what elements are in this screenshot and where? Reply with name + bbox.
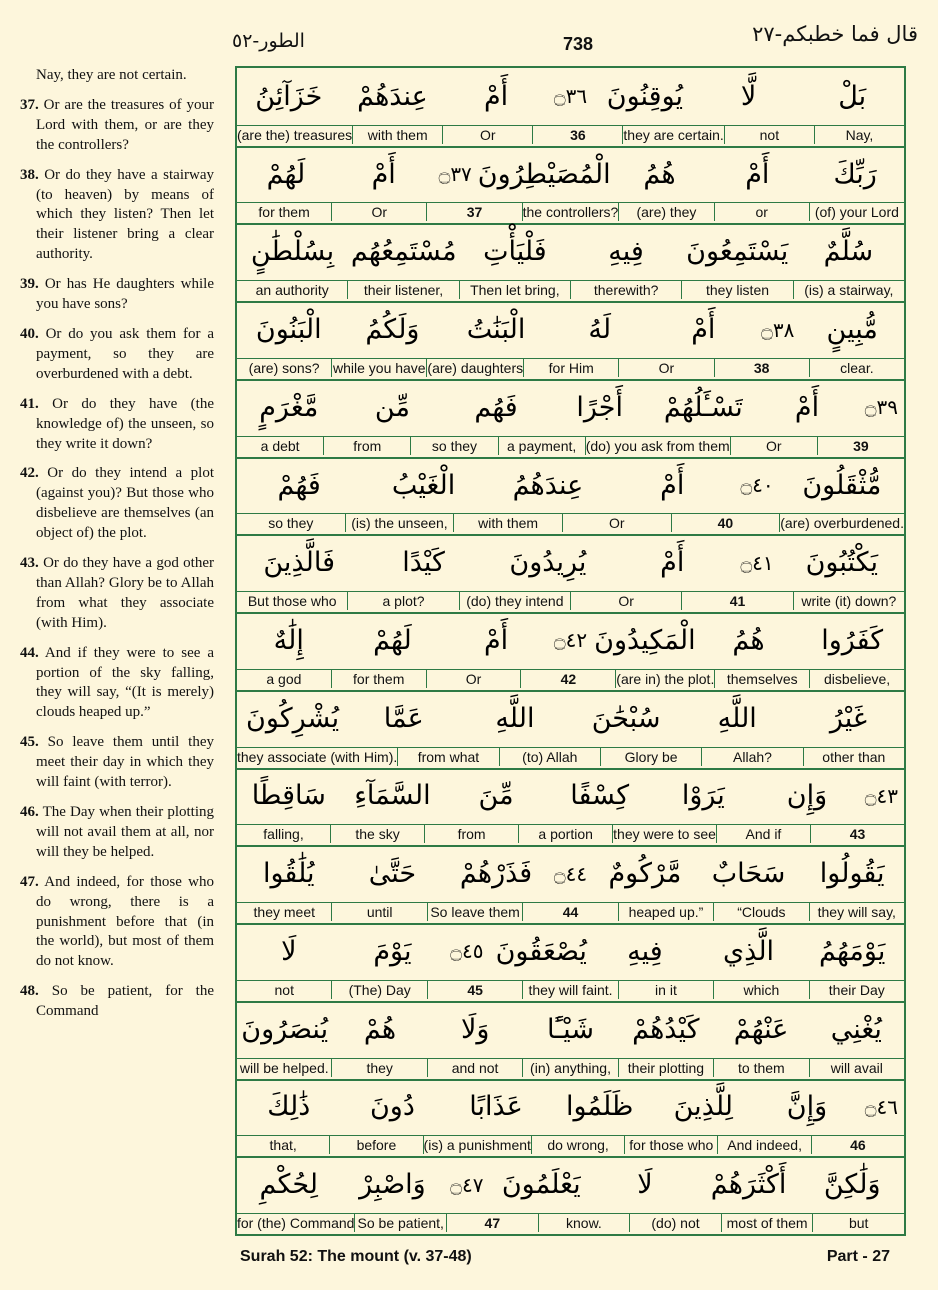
gloss-verse-number: 39 xyxy=(817,437,904,455)
arabic-line xyxy=(237,534,904,592)
gloss-word: Glory be xyxy=(600,748,701,766)
gloss-word: Or xyxy=(331,203,426,221)
gloss-word: to them xyxy=(713,1059,808,1077)
grid-row xyxy=(237,1079,904,1159)
gloss-word: (are in) the plot. xyxy=(616,670,715,687)
verse-text: The Day when their plotting will not avail them at all, nor will they be helped. xyxy=(36,804,214,860)
ayah-marker: ۝٤١ xyxy=(740,550,774,575)
arabic-word: غَيْرُ xyxy=(829,702,867,734)
arabic-word: لَا xyxy=(637,1169,653,1201)
arabic-word: وَإِنَّ xyxy=(786,1091,828,1123)
arabic-word: كَيْدُهُمْ xyxy=(632,1013,700,1045)
arabic-word: ظَلَمُوا xyxy=(565,1091,634,1123)
translation-verse xyxy=(20,66,214,86)
arabic-word: أَمْ xyxy=(660,547,685,579)
gloss-word: for them xyxy=(331,670,426,688)
arabic-line xyxy=(237,301,904,359)
gloss-word: (is) a stairway, xyxy=(793,281,904,299)
grid-row xyxy=(237,68,904,148)
translation-verse xyxy=(20,803,214,863)
arabic-line xyxy=(237,690,904,748)
verse-text: So be patient, for the Command xyxy=(36,983,215,1020)
arabic-word: يَكْتُبُونَ xyxy=(805,547,879,579)
gloss-word: not xyxy=(274,981,294,998)
gloss-word: So be patient, xyxy=(354,1214,446,1232)
grid-row xyxy=(237,690,904,770)
arabic-line xyxy=(237,68,904,126)
gloss-word: from xyxy=(424,825,518,843)
arabic-line xyxy=(237,1079,904,1137)
gloss-word: (are) they xyxy=(618,203,713,221)
arabic-word: يُغْنِي xyxy=(830,1013,882,1045)
grid-row xyxy=(237,845,904,925)
gloss-verse-number: 37 xyxy=(426,203,521,221)
verse-text: Nay, they are not certain. xyxy=(36,67,187,83)
gloss-word: while you have xyxy=(332,359,426,376)
translation-verse xyxy=(20,644,214,724)
gloss-word: until xyxy=(331,903,426,921)
gloss-word: they meet xyxy=(253,904,315,921)
arabic-word: تَسْـَٔلُهُمْ xyxy=(663,391,743,423)
gloss-word: their plotting xyxy=(618,1059,713,1077)
arabic-word: مُّبِينٍ xyxy=(826,314,878,346)
page-footer xyxy=(240,1248,890,1266)
arabic-word: يُلَٰقُوا xyxy=(262,858,315,890)
arabic-word: هُمُ xyxy=(643,158,676,190)
gloss-word: they listen xyxy=(681,281,792,299)
arabic-word: مَّرْكُومٌ xyxy=(608,858,682,890)
grid-row xyxy=(237,457,904,537)
arabic-word: اللَّهِ xyxy=(495,702,535,734)
verse-text: Or do you ask them for a payment, so they are overburdened with a debt. xyxy=(36,325,214,382)
arabic-word: سَحَابٌ xyxy=(711,858,786,890)
gloss-line xyxy=(237,126,904,144)
gloss-word: know. xyxy=(538,1214,630,1232)
gloss-word: write (it) down? xyxy=(793,592,904,610)
gloss-word: clear. xyxy=(809,359,904,377)
gloss-word: a debt xyxy=(260,437,300,454)
gloss-word: (are) sons? xyxy=(248,359,320,376)
arabic-word: الْمُصَيْطِرُونَ xyxy=(477,158,611,190)
arabic-word: فَلْيَأْتِ xyxy=(483,236,547,268)
gloss-word: (are the) treasures xyxy=(236,126,353,143)
gloss-line xyxy=(237,748,904,766)
arabic-word: بَلْ xyxy=(838,80,867,112)
arabic-word: يَرَوْا xyxy=(681,780,725,812)
gloss-verse-number: 43 xyxy=(810,825,904,843)
gloss-word: heaped up.” xyxy=(618,903,713,921)
arabic-line xyxy=(237,923,904,981)
translation-verse xyxy=(20,275,214,315)
arabic-word: أَمْ xyxy=(745,158,770,190)
arabic-line xyxy=(237,379,904,437)
translation-verse xyxy=(20,733,214,793)
arabic-word: خَزَآئِنُ xyxy=(255,80,323,112)
gloss-word: falling, xyxy=(263,826,304,843)
gloss-word: they xyxy=(331,1059,426,1077)
gloss-verse-number: 40 xyxy=(671,514,780,532)
gloss-word: before xyxy=(329,1136,422,1154)
gloss-word: for those who xyxy=(624,1136,717,1154)
arabic-word: أَمْ xyxy=(483,624,509,656)
gloss-word: But those who xyxy=(247,593,337,610)
verse-text: Or do they have a god other than Allah? Glory be to Allah from what they associate (with Him). xyxy=(36,555,214,631)
grid-row xyxy=(237,768,904,848)
arabic-line xyxy=(237,457,904,515)
gloss-word: with them xyxy=(352,126,442,144)
gloss-word: so they xyxy=(410,437,497,455)
arabic-word: يَسْتَمِعُونَ xyxy=(686,236,789,268)
grid-row xyxy=(237,923,904,1003)
arabic-word: وَلَا xyxy=(461,1013,490,1045)
gloss-word: Or xyxy=(562,514,671,532)
arabic-word: الْمَكِيدُونَ xyxy=(594,624,696,656)
verse-text: Or do they have a stairway (to heaven) by means of which they listen? Then let their listener bring a clear authority. xyxy=(36,166,214,263)
gloss-word: a plot? xyxy=(347,592,458,610)
gloss-word: Or xyxy=(618,359,713,377)
gloss-word: with them xyxy=(453,514,562,532)
gloss-word: (do) they intend xyxy=(459,592,570,610)
gloss-verse-number: 45 xyxy=(427,981,522,999)
arabic-word: فِيهِ xyxy=(608,236,644,268)
verse-number: 38. xyxy=(20,166,39,183)
gloss-word: they will faint. xyxy=(522,981,617,999)
arabic-word: الْغَيْبُ xyxy=(391,469,456,501)
gloss-word: So leave them xyxy=(427,903,522,921)
ayah-marker: ۝٤٧ xyxy=(450,1172,484,1197)
gloss-word: (to) Allah xyxy=(499,748,600,766)
gloss-word: a portion xyxy=(518,825,612,843)
ayah-marker: ۝٣٦ xyxy=(553,84,588,109)
gloss-word: (The) Day xyxy=(331,981,426,999)
arabic-word: لَا xyxy=(281,935,297,967)
translation-verse xyxy=(20,325,214,385)
grid-row xyxy=(237,1001,904,1081)
grid-row xyxy=(237,1156,904,1234)
translation-column xyxy=(20,66,214,1032)
verse-text: And indeed, for those who do wrong, there is a punishment before that (in the world), but most of them do not know. xyxy=(36,873,214,970)
translation-verse xyxy=(20,554,214,634)
surah-title: Surah 52: The mount (v. 37-48) xyxy=(240,1248,472,1265)
arabic-line xyxy=(237,1156,904,1214)
arabic-word: وَاصْبِرْ xyxy=(359,1169,426,1201)
gloss-word: for (the) Command xyxy=(236,1214,355,1231)
gloss-word: And indeed, xyxy=(717,1136,810,1154)
arabic-word: السَّمَآءِ xyxy=(354,780,431,812)
verse-number: 37. xyxy=(20,96,39,113)
gloss-line xyxy=(237,437,904,455)
arabic-word: عِندَهُمُ xyxy=(512,469,584,501)
gloss-verse-number: 41 xyxy=(681,592,792,610)
gloss-word: Or xyxy=(570,592,681,610)
arabic-word: هُمُ xyxy=(732,624,765,656)
translation-verse xyxy=(20,982,214,1022)
gloss-word: a payment, xyxy=(498,437,585,455)
ayah-marker: ۝٣٨ xyxy=(761,317,795,342)
gloss-line xyxy=(237,359,904,377)
arabic-word: الَّذِي xyxy=(723,935,775,967)
arabic-word: فَهُمْ xyxy=(277,469,321,501)
arabic-word: لِحُكْمِ xyxy=(259,1169,319,1201)
gloss-verse-number: 38 xyxy=(714,359,809,377)
arabic-word: لِلَّذِينَ xyxy=(673,1091,734,1123)
arabic-word: يُوقِنُونَ xyxy=(606,80,684,112)
arabic-word: سَاقِطًا xyxy=(251,780,326,812)
arabic-word: أَمْ xyxy=(660,469,685,501)
gloss-word: from what xyxy=(397,748,498,766)
arabic-line xyxy=(237,223,904,281)
grid-row xyxy=(237,223,904,303)
gloss-word: they will say, xyxy=(809,903,904,921)
gloss-word: other than xyxy=(803,748,904,766)
arabic-word: أَمْ xyxy=(794,391,820,423)
gloss-word: (of) your Lord xyxy=(809,203,904,221)
arabic-word: مُسْتَمِعُهُم xyxy=(350,236,457,268)
arabic-word: وَلَٰكِنَّ xyxy=(823,1169,881,1201)
gloss-word: but xyxy=(812,1214,904,1232)
grid-row xyxy=(237,612,904,692)
gloss-word: (is) the unseen, xyxy=(345,514,454,532)
gloss-verse-number: 44 xyxy=(522,903,617,921)
arabic-line xyxy=(237,1001,904,1059)
ayah-marker: ۝٣٧ xyxy=(438,162,472,187)
gloss-word: or xyxy=(714,203,809,221)
arabic-word: عَنْهُمْ xyxy=(733,1013,789,1045)
gloss-line xyxy=(237,281,904,299)
page-number: 738 xyxy=(563,34,594,54)
arabic-word: أَكْثَرَهُمْ xyxy=(710,1169,787,1201)
gloss-word: therewith? xyxy=(570,281,681,299)
verse-number: 39. xyxy=(20,276,39,293)
arabic-word: يُصْعَقُونَ xyxy=(495,935,587,967)
gloss-word: and not xyxy=(427,1059,522,1077)
gloss-verse-number: 36 xyxy=(532,126,622,144)
gloss-word: Or xyxy=(426,670,521,688)
grid-row xyxy=(237,146,904,226)
gloss-verse-number: 47 xyxy=(446,1214,538,1232)
arabic-word: سُبْحَٰنَ xyxy=(591,702,661,734)
verse-number: 42. xyxy=(20,465,39,482)
gloss-word: (are) overburdened. xyxy=(780,515,904,532)
verse-text: And if they were to see a portion of the sky falling, they will say, “(It is merely) clouds heaped up.” xyxy=(36,644,214,721)
arabic-line xyxy=(237,612,904,670)
arabic-word: سُلَّمٌ xyxy=(823,236,874,268)
translation-verse xyxy=(20,464,214,544)
gloss-word: they are certain. xyxy=(623,126,724,143)
ayah-marker: ۝٣٩ xyxy=(864,395,898,420)
grid-row xyxy=(237,534,904,614)
verse-text: So leave them until they meet their day in which they will faint (with terror). xyxy=(36,734,214,791)
gloss-word: the controllers? xyxy=(522,204,619,221)
gloss-word: (is) a punishment xyxy=(423,1137,531,1154)
arabic-word: عَذَابًا xyxy=(469,1091,523,1123)
arabic-word: يَقُولُوا xyxy=(819,858,885,890)
arabic-word: دُونَ xyxy=(369,1091,415,1123)
verse-text: Or are the treasures of your Lord with them, or are they the controllers? xyxy=(36,96,215,153)
arabic-word: وَلَكُمُ xyxy=(365,314,420,346)
verse-number: 47. xyxy=(20,873,39,890)
part-label: Part - 27 xyxy=(826,1248,890,1265)
gloss-word: not xyxy=(724,126,814,144)
verse-number: 46. xyxy=(20,804,39,820)
arabic-word: يَوْمَهُمُ xyxy=(819,935,886,967)
gloss-word: disbelieve, xyxy=(809,670,904,688)
gloss-word: most of them xyxy=(721,1214,813,1232)
grid-row xyxy=(237,301,904,381)
gloss-word: they were to see xyxy=(613,826,716,843)
verse-text: Or do they have (the knowledge of) the unseen, so they write it down? xyxy=(36,395,214,452)
gloss-word: for them xyxy=(258,204,310,221)
gloss-word: (do) not xyxy=(629,1214,721,1232)
ayah-marker: ۝٤٠ xyxy=(740,473,774,498)
verse-number: 45. xyxy=(20,734,39,751)
surah-name-ar: الطور-٥٢ xyxy=(232,30,305,52)
arabic-word: رَبِّكَ xyxy=(833,158,877,190)
arabic-word: مُّثْقَلُونَ xyxy=(802,469,882,501)
gloss-line xyxy=(237,1059,904,1077)
gloss-word: an authority xyxy=(255,282,329,299)
arabic-word: لَهُمْ xyxy=(373,624,412,656)
translation-verse xyxy=(20,96,214,156)
arabic-word: كِسْفًا xyxy=(570,780,630,812)
gloss-word: Allah? xyxy=(701,748,802,766)
page-header xyxy=(0,0,938,62)
word-by-word-grid xyxy=(235,66,906,1236)
gloss-word: “Clouds xyxy=(713,903,808,921)
arabic-word: عِندَهُمْ xyxy=(357,80,428,112)
arabic-word: الْبَنُونَ xyxy=(255,314,322,346)
arabic-word: اللَّهِ xyxy=(717,702,757,734)
arabic-word: الْبَنَٰتُ xyxy=(466,314,526,346)
gloss-line xyxy=(237,670,904,688)
gloss-line xyxy=(237,1136,904,1154)
gloss-word: Or xyxy=(730,437,817,455)
arabic-word: مِّنَ xyxy=(478,780,514,812)
arabic-word: فِيهِ xyxy=(627,935,663,967)
verse-number: 48. xyxy=(20,983,39,1000)
arabic-word: شَيْـًٔا xyxy=(547,1013,594,1045)
arabic-word: كَيْدًا xyxy=(402,547,445,579)
arabic-word: فَالَّذِينَ xyxy=(263,547,335,579)
gloss-word: Or xyxy=(442,126,532,144)
gloss-word: will avail xyxy=(809,1059,904,1077)
arabic-word: بِسُلْطَٰنٍ xyxy=(250,236,335,268)
translation-verse xyxy=(20,166,214,266)
arabic-word: فَهُم xyxy=(474,391,518,423)
translation-verse xyxy=(20,873,214,973)
gloss-word: themselves xyxy=(714,670,809,688)
gloss-line xyxy=(237,903,904,921)
grid-row xyxy=(237,379,904,459)
verse-text: Or do they intend a plot (against you)? But those who disbelieve are themselves (an object of) the plot. xyxy=(36,465,215,542)
gloss-word: which xyxy=(713,981,808,999)
ayah-marker: ۝٤٢ xyxy=(553,628,588,653)
arabic-word: وَإِن xyxy=(786,780,828,812)
arabic-word: أَمْ xyxy=(691,314,716,346)
verse-text: Or has He daughters while you have sons? xyxy=(36,276,214,313)
gloss-verse-number: 46 xyxy=(811,1136,904,1154)
gloss-verse-number: 42 xyxy=(520,670,615,688)
ayah-marker: ۝٤٤ xyxy=(553,861,588,886)
arabic-word: عَمَّا xyxy=(383,702,424,734)
gloss-word: their listener, xyxy=(347,281,458,299)
gloss-word: the sky xyxy=(330,825,424,843)
gloss-word: their Day xyxy=(809,981,904,999)
translation-verse xyxy=(20,395,214,455)
gloss-word: a god xyxy=(266,670,302,687)
arabic-word: ذَٰلِكَ xyxy=(267,1091,311,1123)
arabic-word: أَمْ xyxy=(371,158,396,190)
gloss-word: Nay, xyxy=(814,126,904,144)
arabic-word: يَوْمَ xyxy=(373,935,412,967)
arabic-word: كَفَرُوا xyxy=(821,624,884,656)
gloss-word: (do) you ask from them xyxy=(585,437,730,454)
arabic-word: يُنصَرُونَ xyxy=(241,1013,329,1045)
arabic-word: أَجْرًا xyxy=(576,391,623,423)
verse-number: 40. xyxy=(20,325,39,342)
arabic-word: أَمْ xyxy=(483,80,509,112)
arabic-line xyxy=(237,768,904,826)
arabic-word: لَهُ xyxy=(588,314,612,346)
ayah-marker: ۝٤٦ xyxy=(864,1094,898,1119)
arabic-word: هُمْ xyxy=(363,1013,397,1045)
verse-number: 43. xyxy=(20,555,39,572)
gloss-word: will be helped. xyxy=(239,1059,329,1076)
gloss-word: (are) daughters xyxy=(427,359,524,376)
gloss-line xyxy=(237,514,904,532)
gloss-line xyxy=(237,1214,904,1232)
gloss-line xyxy=(237,592,904,610)
arabic-word: يُرِيدُونَ xyxy=(509,547,587,579)
verse-number: 41. xyxy=(20,395,39,412)
gloss-word: Then let bring, xyxy=(459,281,570,299)
arabic-line xyxy=(237,146,904,204)
verse-number: 44. xyxy=(20,644,39,661)
arabic-word: مِّن xyxy=(374,391,410,423)
gloss-line xyxy=(237,203,904,221)
gloss-word: And if xyxy=(716,825,810,843)
gloss-word: from xyxy=(323,437,410,455)
arabic-word: إِلَٰهٌ xyxy=(273,624,304,656)
gloss-word: so they xyxy=(268,515,314,532)
arabic-word: لَهُمْ xyxy=(266,158,306,190)
arabic-word: يُشْرِكُونَ xyxy=(245,702,340,734)
ayah-marker: ۝٤٥ xyxy=(450,939,484,964)
arabic-word: يَعْلَمُونَ xyxy=(501,1169,581,1201)
gloss-word: that, xyxy=(269,1137,297,1154)
gloss-line xyxy=(237,981,904,999)
gloss-word: in it xyxy=(618,981,713,999)
ayah-marker: ۝٤٣ xyxy=(864,783,898,808)
gloss-word: for Him xyxy=(523,359,618,377)
juz-name-ar: قال فما خطبكم-٢٧ xyxy=(752,22,918,46)
gloss-word: they associate (with Him). xyxy=(237,748,398,765)
gloss-word: do wrong, xyxy=(531,1136,624,1154)
arabic-word: لَّا xyxy=(740,80,757,112)
arabic-word: حَتَّىٰ xyxy=(368,858,417,890)
gloss-line xyxy=(237,825,904,843)
arabic-word: مَّغْرَمٍ xyxy=(259,391,319,423)
gloss-word: (in) anything, xyxy=(522,1059,617,1077)
arabic-word: فَذَرْهُمْ xyxy=(459,858,533,890)
arabic-line xyxy=(237,845,904,903)
